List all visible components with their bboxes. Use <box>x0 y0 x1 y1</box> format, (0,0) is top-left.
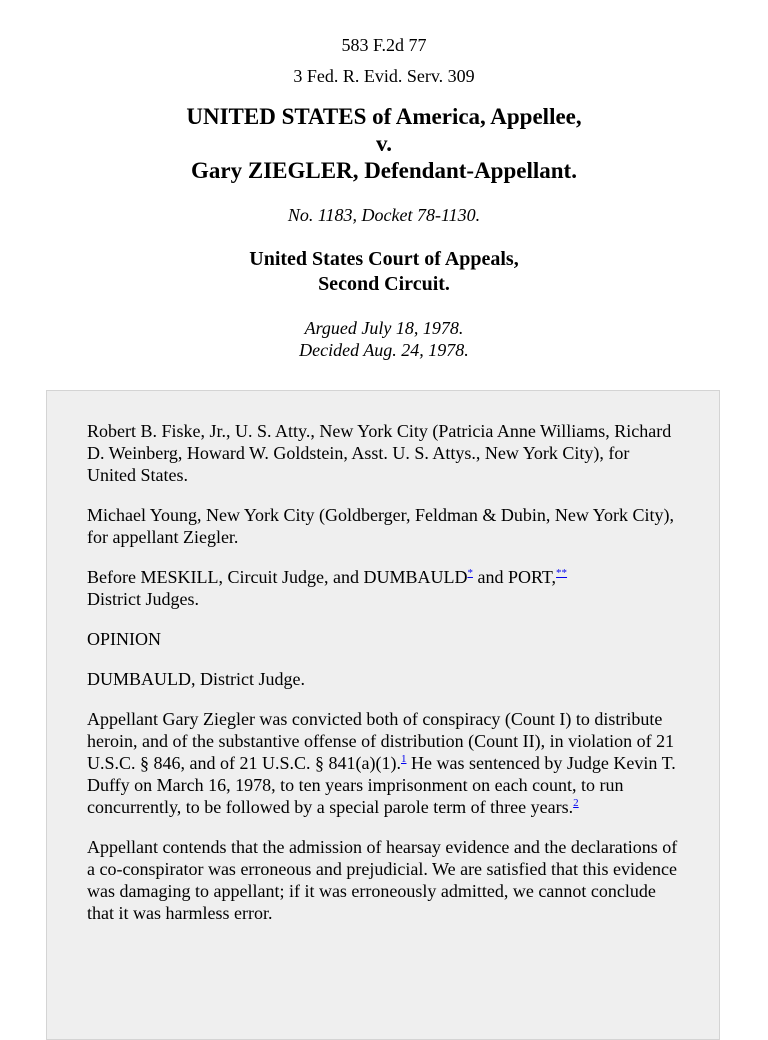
reporter-citation: 583 F.2d 77 <box>341 35 427 55</box>
judges-panel-text-after: District Judges. <box>87 589 199 609</box>
judges-panel <box>87 566 679 610</box>
court-name-line-1: United States Court of Appeals, <box>249 248 519 270</box>
evidence-citation: 3 Fed. R. Evid. Serv. 309 <box>293 66 475 86</box>
argued-date: Argued July 18, 1978. <box>304 318 464 338</box>
footnote-link-star[interactable]: * <box>467 567 473 579</box>
court-name <box>0 247 768 297</box>
judges-panel-text-before: Before MESKILL, Circuit Judge, and DUMBAULD <box>87 567 468 587</box>
footnote-link-double-star[interactable]: ** <box>556 567 568 579</box>
opinion-label: OPINION <box>87 629 161 649</box>
footnote-link-1[interactable]: 1 <box>400 753 407 765</box>
paragraph-1-text-b: He was sentenced by Judge Kevin T. Duffy on March 16, 1978, to ten years imprisonment on each count, to run concurrently, to be followed by a special parole term of three years. <box>87 753 676 817</box>
docket-number: No. 1183, Docket 78-1130. <box>287 205 481 225</box>
counsel-for-appellant: Michael Young, New York City (Goldberger, Feldman & Dubin, New York City), for appellant Ziegler. <box>87 505 674 547</box>
opinion-panel <box>46 390 720 1040</box>
opinion-paragraph-1 <box>87 708 679 818</box>
judges-panel-text-mid: and PORT, <box>472 567 557 587</box>
versus-label: v. <box>376 131 392 156</box>
case-dates <box>0 317 768 361</box>
case-parties <box>0 103 768 184</box>
counsel-for-united-states: Robert B. Fiske, Jr., U. S. Atty., New York City (Patricia Anne Williams, Richard D. Weinberg, Howard W. Goldstein, Asst. U. S. Attys., New York City), for United States. <box>87 421 672 485</box>
paragraph-1-text-a: Appellant Gary Ziegler was convicted both of conspiracy (Count I) to distribute heroin, and of the substantive offense of distribution (Count II), in violation of 21 U.S.C. § 846, and of 21 U.S.C. § 841(a)(1). <box>87 709 675 773</box>
footnote-link-2[interactable]: 2 <box>573 797 579 809</box>
opinion-author: DUMBAULD, District Judge. <box>87 669 305 689</box>
court-name-line-2: Second Circuit. <box>318 273 450 295</box>
decided-date: Decided Aug. 24, 1978. <box>299 340 469 360</box>
appellee-name: UNITED STATES of America, Appellee, <box>186 104 582 129</box>
appellant-name: Gary ZIEGLER, Defendant-Appellant. <box>191 158 577 183</box>
opinion-paragraph-2: Appellant contends that the admission of hearsay evidence and the declarations of a co-conspirator was erroneous and prejudicial. We are satisfied that this evidence was damaging to appellant; if it was erroneously admitted, we cannot conclude that it was harmless error. <box>87 837 678 923</box>
case-header <box>0 0 768 361</box>
